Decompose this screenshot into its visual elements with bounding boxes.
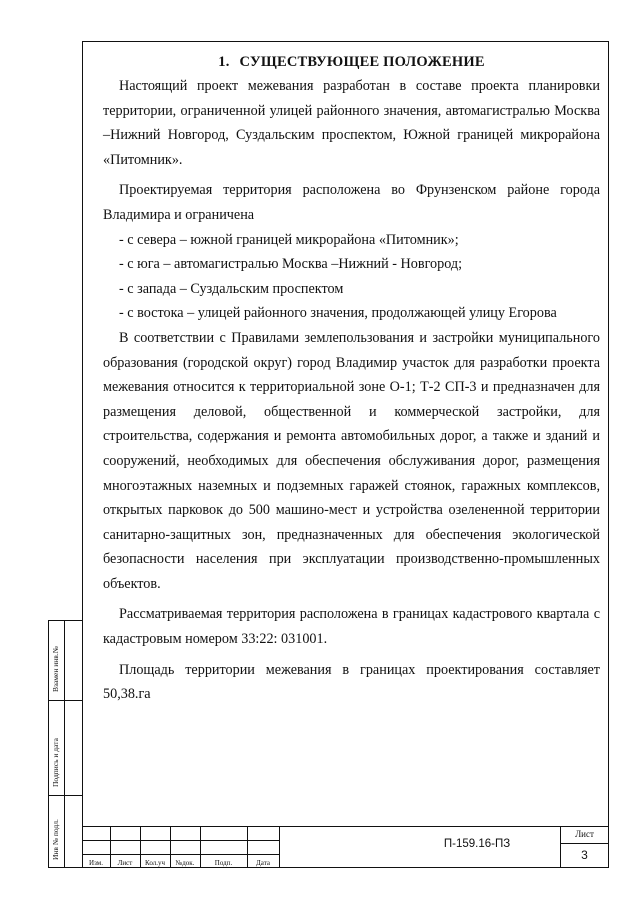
paragraph-intro (103, 74, 600, 172)
document-body (103, 52, 600, 707)
text-line: с кадастровым номером 33:22: 031001. (103, 606, 601, 648)
section-number: 1. (218, 54, 230, 70)
col-label-izm: Изм. (89, 859, 103, 867)
col-label-data: Дата (256, 859, 270, 867)
text-line: межевания относится к территориальной зоне О-1; Т-2 СП-3 и предназначен (103, 379, 575, 396)
paragraph-area (103, 658, 600, 707)
bound-west: - с запада – Суздальским проспектом (119, 280, 344, 297)
text-line: микрорайона «Питомник». (103, 127, 600, 168)
side-border-left (48, 620, 49, 868)
side-divider (48, 867, 82, 868)
col-label-podp: Подп. (214, 859, 233, 867)
text-line: образования (городской округ) город Владимир участок для разработки проекта (103, 354, 600, 371)
text-line: для размещения деловой, общественной и коммерческой застройки, для (103, 379, 600, 420)
title-block (82, 826, 609, 868)
inv-label: Инв № подл. (51, 819, 60, 860)
vzam-label: Взамен инв.№ (51, 646, 60, 692)
text-line: 50,38.га (103, 686, 151, 703)
side-border-mid (64, 620, 65, 868)
podpis-label: Подпись и дата (51, 738, 60, 787)
sheet-cell-line (560, 843, 609, 844)
section-heading: СУЩЕСТВУЮЩЕЕ ПОЛОЖЕНИЕ (239, 54, 485, 70)
text-line: Рассматриваемая территория расположена в границах кадастрового квартала (119, 606, 590, 623)
text-line: Проектируемая территория расположена во Фрунзенском районе города (119, 182, 600, 199)
text-line: объектов. (103, 575, 161, 592)
title-block-top-line (82, 826, 609, 827)
side-divider (48, 620, 82, 621)
text-line: Владимира и ограничена (103, 206, 255, 223)
side-divider (48, 700, 82, 701)
paragraph-zoning (103, 326, 600, 597)
bound-east: - с востока – улицей районного значения, продолжающей улицу Егорова (119, 305, 557, 322)
text-line: территории, ограниченной улицей районного значения, автомагистралью (103, 102, 550, 119)
side-stamp (48, 620, 82, 868)
bound-south: - с юга – автомагистралью Москва –Нижний - Новгород; (119, 256, 463, 273)
bound-north: - с севера – южной границей микрорайона «Питомник»; (119, 231, 459, 248)
col-label-ndok: №док. (175, 859, 195, 867)
col-divider (279, 826, 280, 868)
sheet-number: 3 (581, 848, 588, 862)
text-line: многоэтажных наземных и подземных гаражей стоянок, гаражных комплексов, (103, 477, 600, 494)
text-line: открытых парковок до 500 машино-мест и устройства озелененной территории (103, 502, 600, 519)
title-block-row-line (82, 854, 279, 855)
text-line: Площадь территории межевания в границах проектирования составляет (119, 661, 600, 678)
text-line: безопасности населения при эксплуатации производственно-промышленных (103, 551, 600, 568)
section-title (103, 52, 600, 72)
text-line: Москва –Нижний Новгород, Суздальским проспектом, Южной границей (103, 102, 601, 144)
text-line: строительства, содержания и ремонта автомобильных дорог, а также и зданий и (103, 428, 600, 445)
col-label-kolvo: Кол.уч (145, 859, 165, 867)
paragraph-location (103, 178, 600, 227)
sheet-label: Лист (575, 829, 594, 839)
text-line: Настоящий проект межевания разработан в составе проекта планировки (119, 78, 600, 94)
document-code: П-159.16-ПЗ (443, 838, 511, 850)
title-block-row-line (82, 840, 279, 841)
paragraph-cadastral (103, 602, 600, 651)
col-label-list: Лист (117, 859, 133, 867)
text-line: В соответствии с Правилами землепользования и застройки муниципального (119, 329, 600, 346)
text-line: сооружений, необходимых для обеспечения обслуживания дорог, размещения (103, 452, 600, 469)
text-line: санитарно-защитных зон, предназначенных для обеспечения экологической (103, 526, 600, 543)
side-divider (48, 795, 82, 796)
